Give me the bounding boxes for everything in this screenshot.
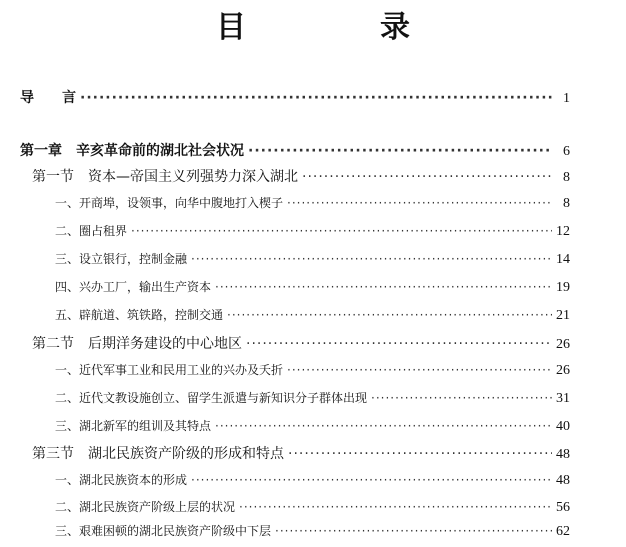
dot-leader: [191, 252, 552, 266]
toc-label: 导 言: [20, 90, 76, 106]
dot-leader: [287, 196, 552, 210]
toc-label: 一、湖北民族资本的形成: [55, 473, 188, 487]
toc-entry-chapter-1[interactable]: [20, 140, 570, 164]
toc-page-number: 14: [556, 252, 570, 267]
toc-label: 一、开商埠，设领事，向华中腹地打入楔子: [55, 196, 284, 210]
toc-page-number: 1: [563, 91, 570, 106]
toc-page-number: 48: [556, 447, 570, 462]
dot-leader: [288, 446, 552, 462]
toc-page-number: 31: [556, 391, 570, 406]
toc-page-number: 26: [556, 337, 570, 352]
dot-leader: [302, 169, 552, 185]
toc-page-number: 12: [556, 224, 570, 239]
toc-label: 第一节 资本—帝国主义列强势力深入湖北: [32, 169, 298, 185]
toc-label: 四、兴办工厂，输出生产资本: [55, 280, 212, 294]
toc-page-number: 19: [556, 280, 570, 295]
dot-leader: [227, 308, 552, 322]
toc-page-number: 56: [556, 500, 570, 515]
toc-label: 三、湖北新军的组训及其特点: [55, 419, 212, 433]
dot-leader: [80, 90, 552, 106]
page-title: 目 录: [216, 10, 462, 45]
toc-entry-subsection-1-2-3[interactable]: [55, 417, 570, 441]
toc-label: 三、设立银行，控制金融: [55, 252, 188, 266]
toc-entry-section-1-3[interactable]: [32, 443, 570, 467]
toc-label: 一、近代军事工业和民用工业的兴办及夭折: [55, 363, 284, 377]
toc-entry-subsection-1-2-1[interactable]: [55, 361, 570, 385]
dot-leader: [131, 224, 552, 238]
toc-entry-section-1-1[interactable]: [32, 166, 570, 190]
toc-entry-subsection-1-1-2[interactable]: [55, 222, 570, 246]
toc-entry-section-1-2[interactable]: [32, 333, 570, 357]
toc-label: 三、艰难困顿的湖北民族资产阶级中下层: [55, 524, 272, 538]
toc-label: 二、圈占租界: [55, 224, 128, 238]
dot-leader: [248, 143, 552, 159]
toc-entry-subsection-1-1-5[interactable]: [55, 306, 570, 330]
toc-entry-subsection-1-2-2[interactable]: [55, 389, 570, 413]
toc-label: 二、近代文教设施创立、留学生派遣与新知识分子群体出现: [55, 391, 368, 405]
toc-entry-subsection-1-3-3[interactable]: [55, 522, 570, 546]
toc-entry-subsection-1-1-1[interactable]: [55, 194, 570, 218]
toc-entry-intro[interactable]: [20, 87, 570, 111]
toc-label: 二、湖北民族资产阶级上层的状况: [55, 500, 236, 514]
toc-page-number: 40: [556, 419, 570, 434]
toc-page-number: 48: [556, 473, 570, 488]
toc-entry-subsection-1-3-2[interactable]: [55, 498, 570, 522]
toc-entry-subsection-1-1-3[interactable]: [55, 250, 570, 274]
toc-label: 第三节 湖北民族资产阶级的形成和特点: [32, 446, 284, 462]
dot-leader: [275, 524, 552, 538]
dot-leader: [287, 363, 552, 377]
toc-page-number: 21: [556, 308, 570, 323]
dot-leader: [246, 336, 552, 352]
dot-leader: [191, 473, 552, 487]
dot-leader: [215, 419, 552, 433]
toc-page-number: 8: [563, 196, 570, 211]
dot-leader: [371, 391, 552, 405]
toc-label: 第二节 后期洋务建设的中心地区: [32, 336, 242, 352]
toc-entry-subsection-1-1-4[interactable]: [55, 278, 570, 302]
toc-page-number: 62: [556, 524, 570, 539]
toc-label: 第一章 辛亥革命前的湖北社会状况: [20, 143, 244, 159]
toc-page-number: 8: [563, 170, 570, 185]
dot-leader: [215, 280, 552, 294]
toc-entry-subsection-1-3-1[interactable]: [55, 471, 570, 495]
toc-page-number: 6: [563, 144, 570, 159]
dot-leader: [239, 500, 552, 514]
toc-page-number: 26: [556, 363, 570, 378]
toc-label: 五、辟航道、筑铁路，控制交通: [55, 308, 224, 322]
